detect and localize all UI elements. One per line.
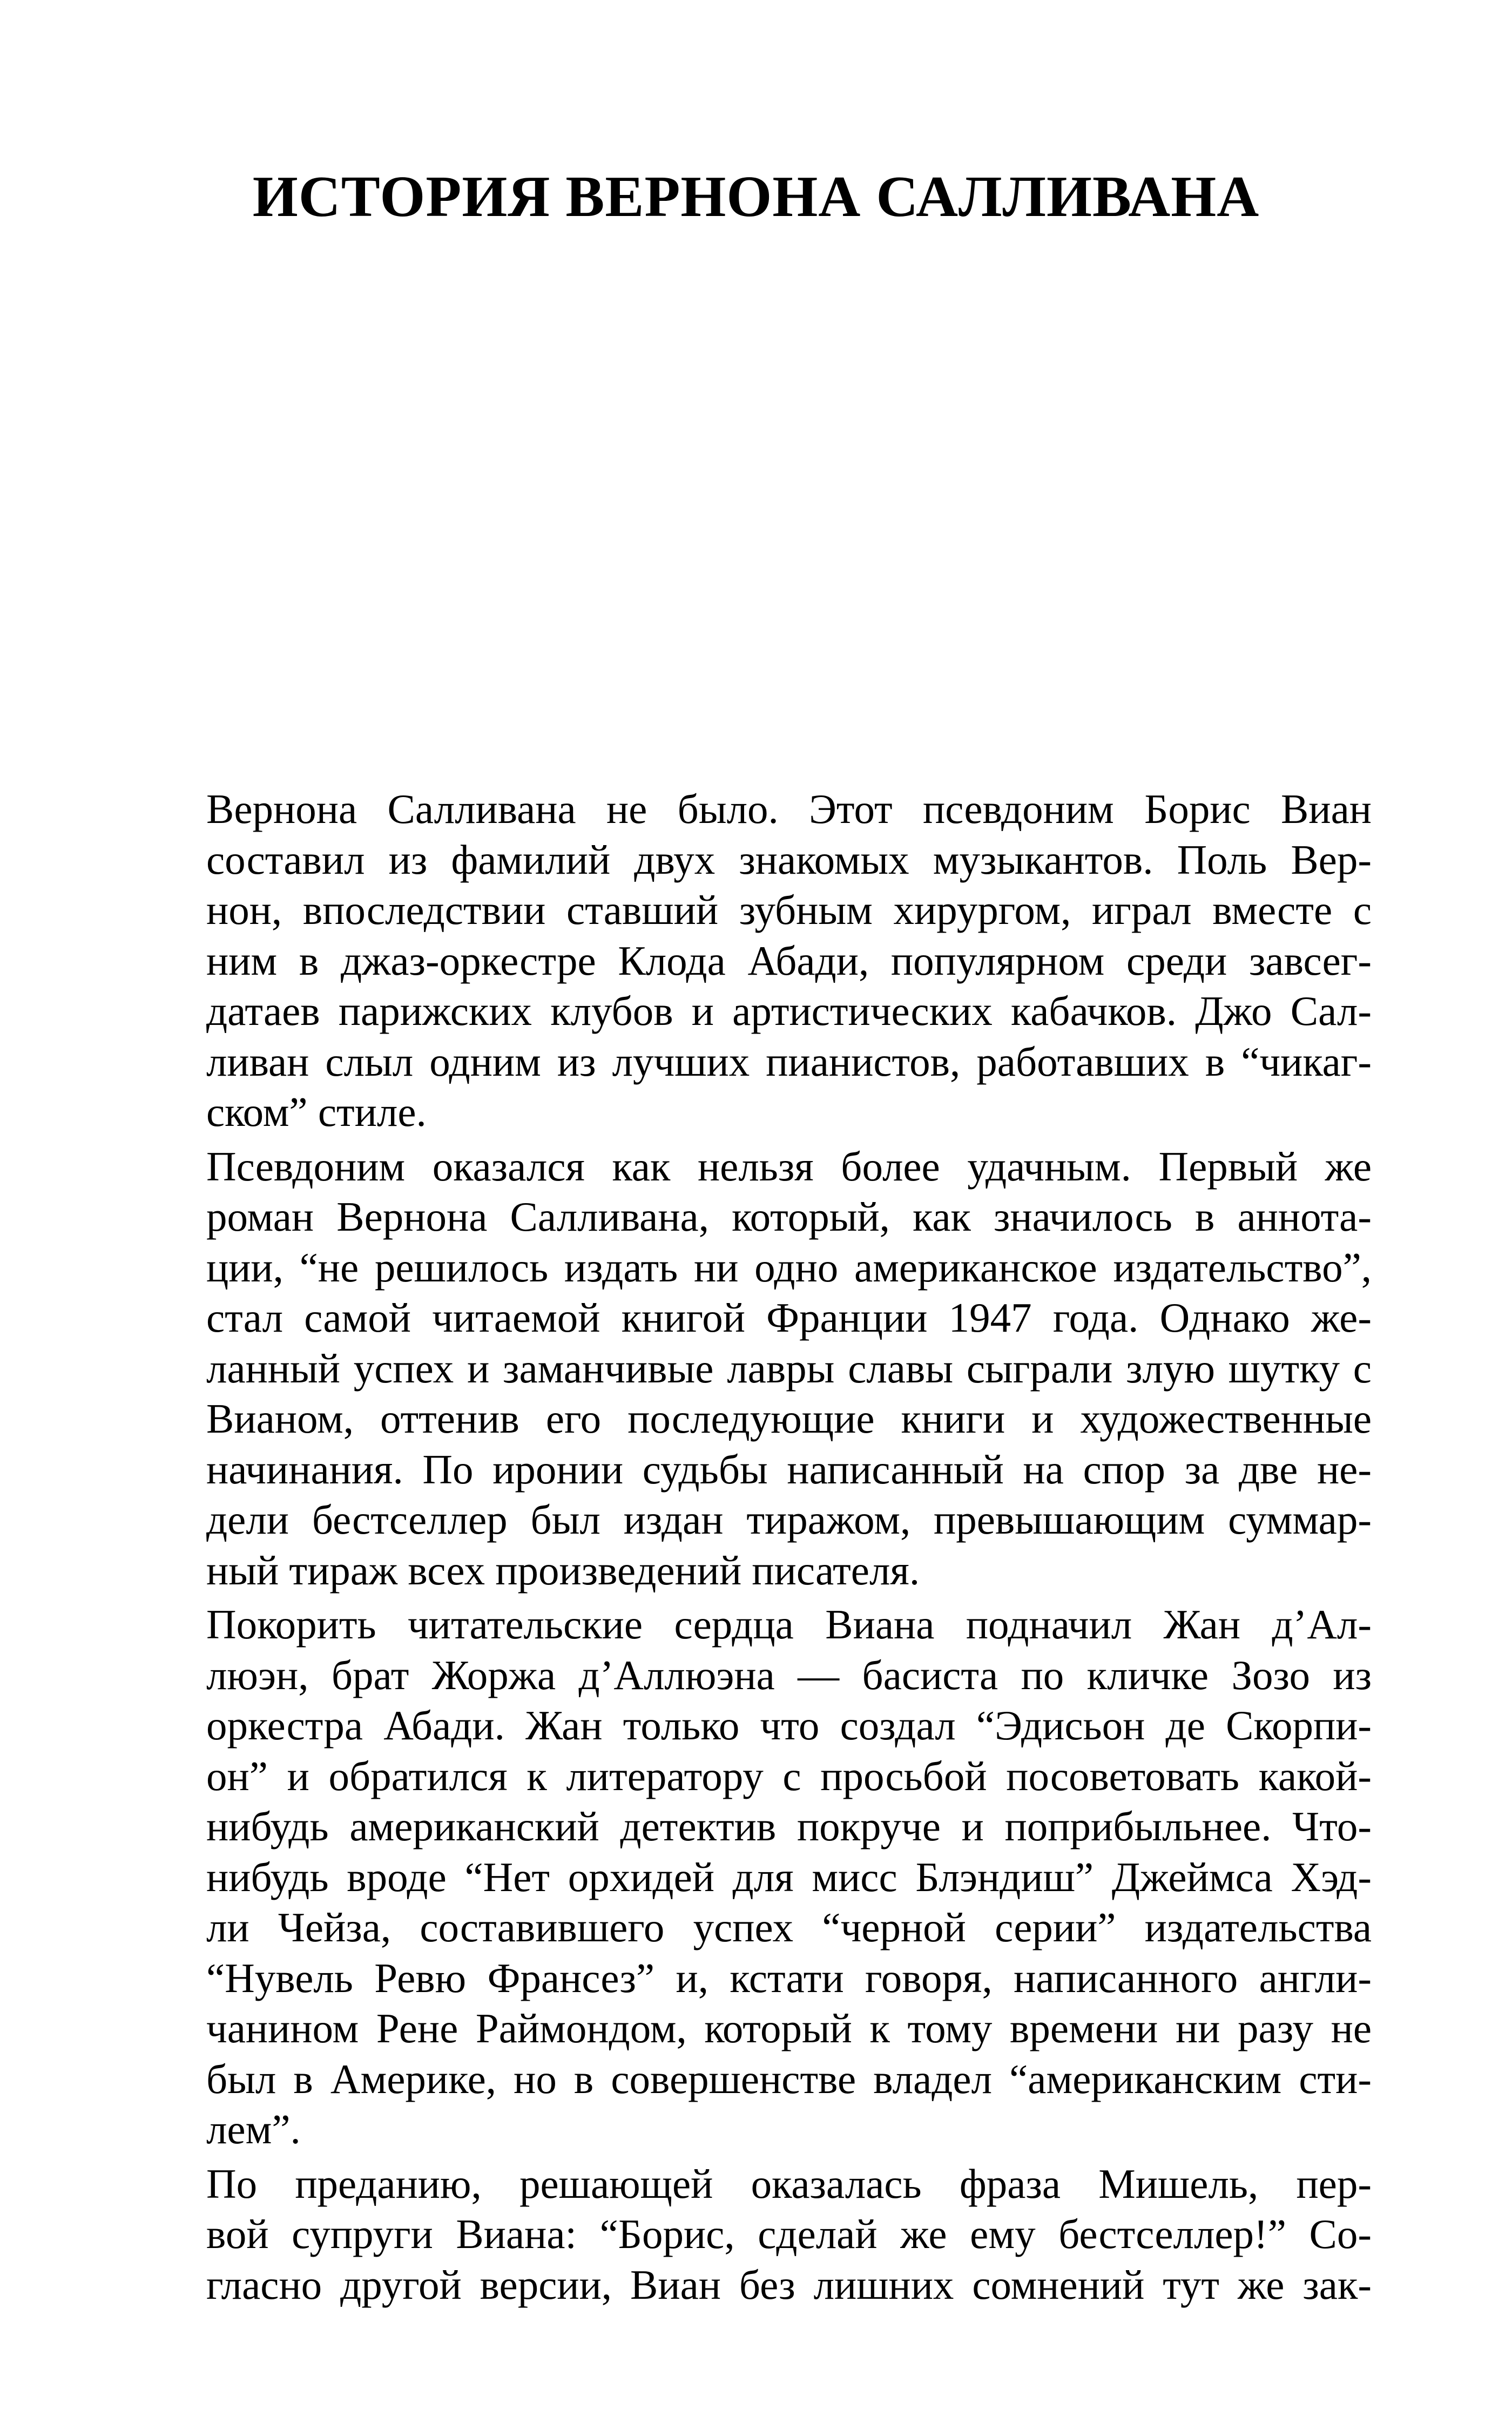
text-line: нибудь вроде “Нет орхидей для мисс Блэндиш” Джеймса Хэд- (206, 1853, 1372, 1900)
text-line: Псевдоним оказался как нельзя более удачным. Первый же (206, 1143, 1372, 1190)
text-line: По преданию, решающей оказалась фраза Мишель, пер- (206, 2160, 1372, 2207)
text-line: начинания. По иронии судьбы написанный на спор за две не- (206, 1446, 1372, 1493)
text-line: ный тираж всех произведений писателя. (206, 1547, 920, 1594)
text-line: ливан слыл одним из лучших пианистов, работавших в “чикаг- (206, 1038, 1372, 1085)
text-line: ним в джаз-оркестре Клода Абади, популярном среди завсег- (206, 937, 1372, 984)
text-line: гласно другой версии, Виан без лишних сомнений тут же зак- (206, 2261, 1372, 2308)
text-line: чанином Рене Раймондом, который к тому времени ни разу не (206, 2005, 1372, 2051)
text-line: “Нувель Ревю Франсез” и, кстати говоря, написанного англи- (206, 1954, 1372, 2001)
text-line: оркестра Абади. Жан только что создал “Эдисьон де Скорпи- (206, 1702, 1372, 1749)
text-line: стал самой читаемой книгой Франции 1947 года. Однако же- (206, 1294, 1372, 1341)
paragraph-4 (206, 2159, 1372, 2311)
text-line: нон, впоследствии ставший зубным хирургом, играл вместе с (206, 887, 1372, 933)
body-text (206, 784, 1372, 2314)
text-line: был в Америке, но в совершенстве владел “американским сти- (206, 2055, 1372, 2102)
text-line: ции, “не решилось издать ни одно американское издательство”, (206, 1244, 1372, 1291)
paragraph-3 (206, 1599, 1372, 2155)
paragraph-1 (206, 784, 1372, 1138)
text-line: люэн, брат Жоржа д’Аллюэна — басиста по кличке Зозо из (206, 1651, 1372, 1698)
text-line: составил из фамилий двух знакомых музыкантов. Поль Вер- (206, 836, 1372, 883)
text-line: ланный успех и заманчивые лавры славы сыграли злую шутку с (206, 1345, 1372, 1392)
text-line: нибудь американский детектив покруче и поприбыльнее. Что- (206, 1803, 1372, 1850)
text-line: Покорить читательские сердца Виана подначил Жан д’Ал- (206, 1601, 1372, 1648)
text-line: он” и обратился к литератору с просьбой посоветовать какой- (206, 1752, 1372, 1799)
text-line: вой супруги Виана: “Борис, сделай же ему бестселлер!” Со- (206, 2211, 1372, 2257)
text-line: Вианом, оттенив его последующие книги и художественные (206, 1395, 1372, 1442)
text-line: дели бестселлер был издан тиражом, превышающим суммар- (206, 1496, 1372, 1543)
text-line: ли Чейза, составившего успех “черной серии” издательства (206, 1904, 1372, 1950)
paragraph-2 (206, 1142, 1372, 1596)
text-line: ском” стиле. (206, 1089, 427, 1135)
text-line: лем”. (206, 2106, 301, 2152)
chapter-title: ИСТОРИЯ ВЕРНОНА САЛЛИВАНА (252, 165, 1260, 229)
text-line: роман Вернона Салливана, который, как значилось в аннота- (206, 1193, 1372, 1240)
text-line: Вернона Салливана не было. Этот псевдоним Борис Виан (206, 786, 1372, 832)
text-line: датаев парижских клубов и артистических кабачков. Джо Сал- (206, 988, 1372, 1034)
